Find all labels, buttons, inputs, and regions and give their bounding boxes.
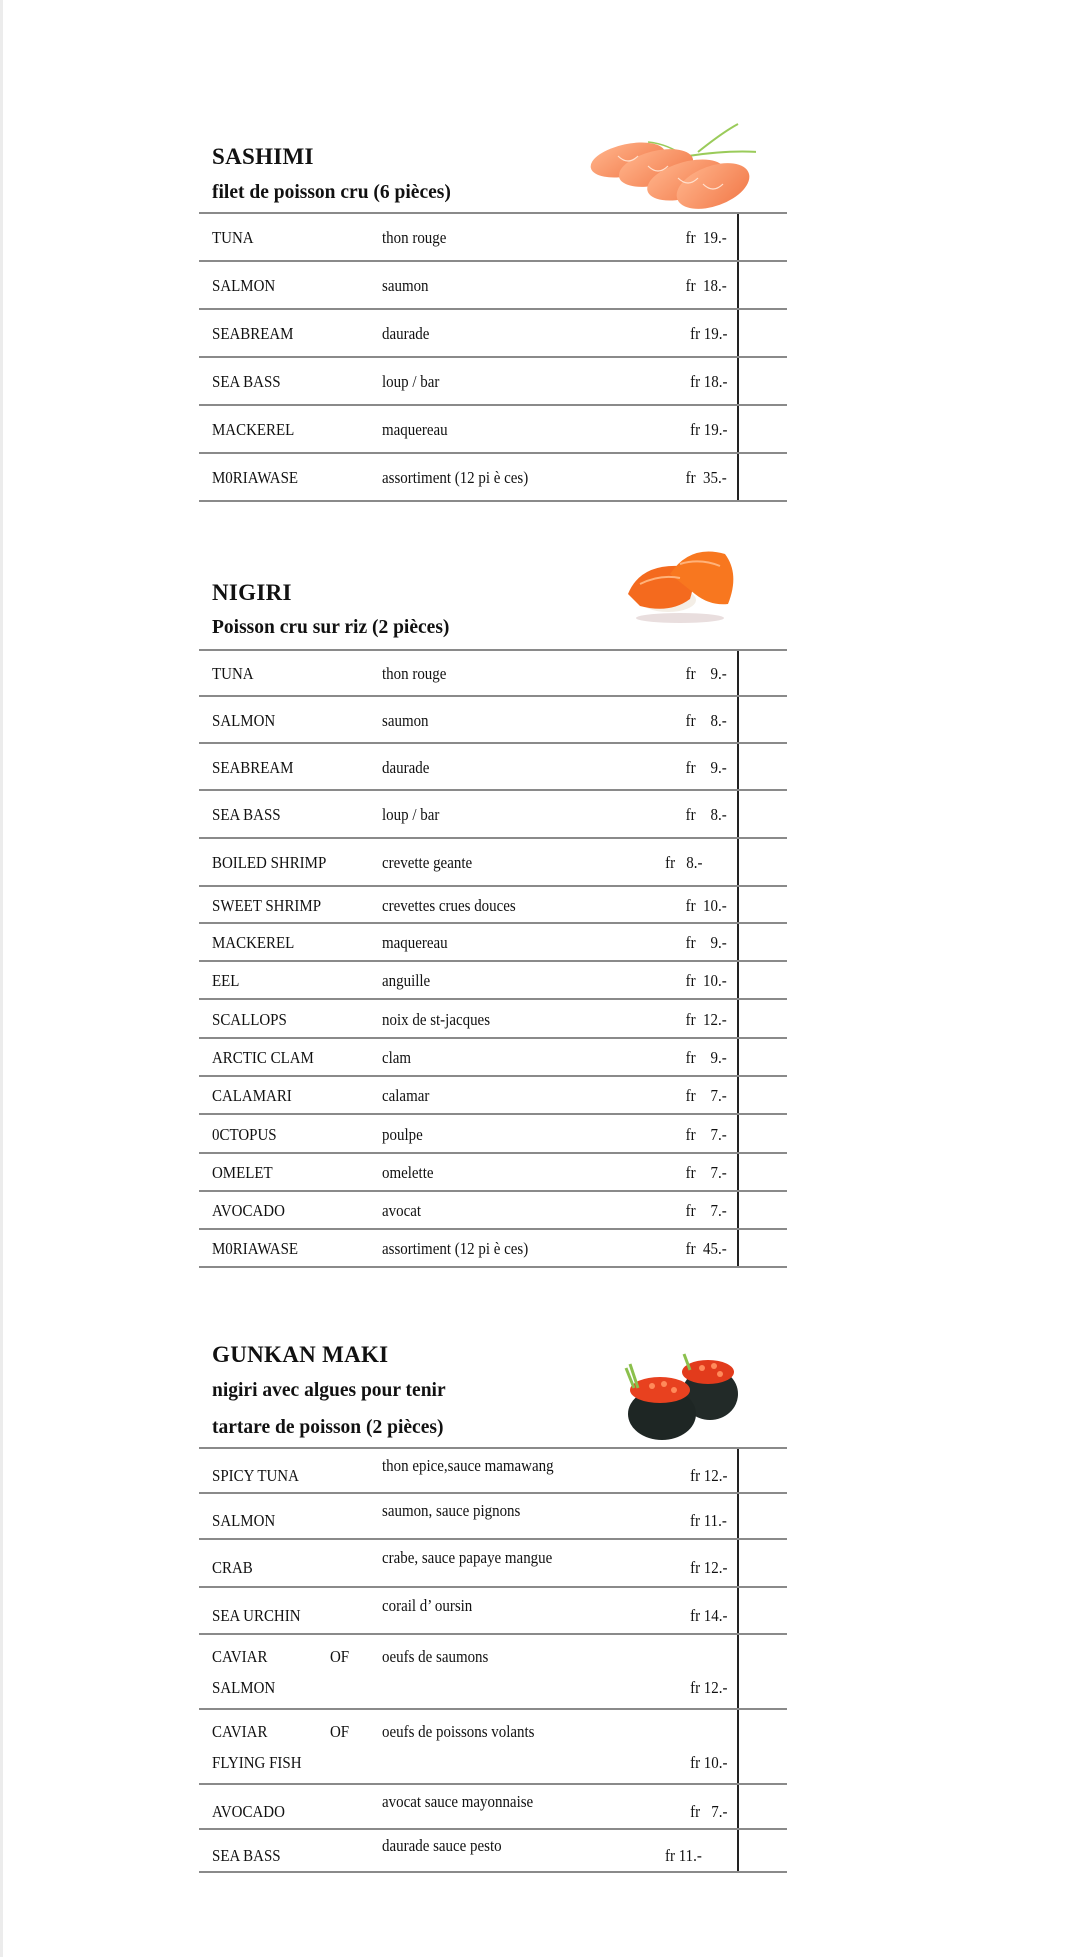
salmon-sashimi-image [588, 122, 756, 210]
menu-item-row [199, 1783, 787, 1828]
item-name: SEABREAM [212, 324, 294, 343]
item-price: fr 9.- [685, 1048, 727, 1067]
item-description: daurade [382, 324, 430, 343]
item-description: crabe, sauce papaye mangue [382, 1548, 553, 1567]
item-name: CAVIAR [212, 1646, 268, 1666]
item-name: CALAMARI [212, 1086, 292, 1105]
item-description: oeufs de saumons [382, 1646, 489, 1666]
menu-item-row [199, 1228, 787, 1268]
item-description: avocat [382, 1201, 422, 1220]
item-price: fr 14.- [689, 1605, 727, 1625]
item-name-of: OF [330, 1721, 350, 1741]
menu-item-row [199, 1447, 787, 1492]
menu-item-row [199, 1828, 787, 1873]
menu-item-row [199, 695, 787, 742]
item-description: saumon, sauce pignons [382, 1501, 521, 1520]
item-price: fr 10.- [685, 971, 727, 990]
item-name: 0CTOPUS [212, 1124, 277, 1144]
item-price: fr 8.- [664, 853, 702, 872]
item-description: thon epice,sauce mamawang [382, 1455, 554, 1475]
item-price: fr 8.- [685, 805, 727, 824]
item-name: SEA BASS [212, 1845, 281, 1865]
menu-item-row [199, 1538, 787, 1586]
item-price: fr 12.- [689, 1677, 727, 1697]
section-subtitle: nigiri avec algues pour tenir [212, 1380, 446, 1401]
item-name: SWEET SHRIMP [212, 895, 322, 915]
section-subtitle: Poisson cru sur riz (2 pièces) [212, 617, 450, 638]
item-price: fr 10.- [689, 1752, 727, 1772]
item-price: fr 35.- [685, 468, 727, 487]
item-name: M0RIAWASE [212, 468, 299, 487]
item-name: TUNA [212, 664, 254, 683]
item-price: fr 7.- [685, 1163, 727, 1182]
item-price: fr 19.- [685, 228, 727, 247]
item-price: fr 11.- [690, 1511, 727, 1530]
item-description: maquereau [382, 933, 448, 952]
item-name: SPICY TUNA [212, 1465, 299, 1485]
menu-item-row [199, 998, 787, 1037]
item-name: SEA URCHIN [212, 1605, 301, 1625]
item-price: fr 18.- [689, 372, 727, 391]
item-name: SEABREAM [212, 757, 294, 777]
item-name: CAVIAR [212, 1721, 268, 1741]
menu-item-row [199, 837, 787, 885]
item-name: ARCTIC CLAM [212, 1048, 314, 1067]
item-name: TUNA [212, 228, 254, 247]
item-description: maquereau [382, 420, 448, 439]
item-description: crevette geante [382, 853, 473, 872]
item-description: corail d’ oursin [382, 1595, 473, 1615]
item-description: daurade sauce pesto [382, 1835, 502, 1855]
item-price: fr 12.- [689, 1558, 727, 1577]
item-name: SALMON [212, 1511, 276, 1530]
item-price: fr 19.- [689, 324, 727, 343]
item-description: oeufs de poissons volants [382, 1721, 535, 1741]
item-name: EEL [212, 971, 240, 990]
menu-item-row [199, 260, 787, 308]
item-description: assortiment (12 pi è ces) [382, 468, 529, 487]
menu-item-row [199, 452, 787, 502]
item-description: loup / bar [382, 372, 440, 391]
menu-item-row [199, 1113, 787, 1152]
item-price: fr 12.- [685, 1009, 727, 1029]
item-price: fr 9.- [685, 757, 727, 777]
menu-item-row [199, 1190, 787, 1228]
item-description: saumon [382, 276, 429, 295]
menu-item-row [199, 789, 787, 837]
item-name: OMELET [212, 1163, 273, 1182]
menu-item-row [199, 212, 787, 260]
item-name-line2: FLYING FISH [212, 1752, 302, 1772]
item-name: AVOCADO [212, 1801, 285, 1821]
item-description: crevettes crues douces [382, 895, 516, 915]
menu-item-row [199, 960, 787, 998]
section-title: GUNKAN MAKI [212, 1342, 389, 1367]
item-description: anguille [382, 971, 431, 990]
menu-item-row [199, 1633, 787, 1708]
ikura-gunkan-image [612, 1348, 752, 1444]
item-name-line2: SALMON [212, 1677, 276, 1697]
item-price: fr 9.- [685, 933, 727, 952]
item-name: SALMON [212, 276, 276, 295]
item-description: assortiment (12 pi è ces) [382, 1239, 529, 1258]
item-description: daurade [382, 757, 430, 777]
item-name: BOILED SHRIMP [212, 853, 327, 872]
item-name: MACKEREL [212, 933, 295, 952]
item-description: loup / bar [382, 805, 440, 824]
item-name: SEA BASS [212, 372, 281, 391]
item-price: fr 12.- [689, 1465, 727, 1485]
item-price: fr 7.- [685, 1124, 727, 1144]
item-description: avocat sauce mayonnaise [382, 1791, 534, 1811]
item-description: saumon [382, 710, 429, 730]
item-description: poulpe [382, 1124, 423, 1144]
page-edge [0, 0, 3, 1957]
menu-item-row [199, 922, 787, 960]
item-name: SALMON [212, 710, 276, 730]
item-name-of: OF [330, 1646, 350, 1666]
menu-item-row [199, 1708, 787, 1783]
menu-item-row [199, 1152, 787, 1190]
item-description: thon rouge [382, 664, 447, 683]
item-price: fr 7.- [689, 1801, 727, 1821]
menu-item-row [199, 404, 787, 452]
item-name: MACKEREL [212, 420, 295, 439]
item-price: fr 10.- [685, 895, 727, 915]
item-description: calamar [382, 1086, 430, 1105]
item-name: M0RIAWASE [212, 1239, 299, 1258]
menu-item-row [199, 742, 787, 789]
menu-item-row [199, 356, 787, 404]
item-description: thon rouge [382, 228, 447, 247]
section-title: NIGIRI [212, 580, 292, 605]
item-price: fr 7.- [685, 1201, 727, 1220]
menu-item-row [199, 1492, 787, 1538]
item-description: clam [382, 1048, 412, 1067]
item-price: fr 45.- [685, 1239, 727, 1258]
section-subtitle: tartare de poisson (2 pièces) [212, 1417, 444, 1438]
item-price: fr 8.- [685, 710, 727, 730]
menu-item-row [199, 885, 787, 922]
item-price: fr 18.- [685, 276, 727, 295]
menu-item-row [199, 649, 787, 695]
item-name: CRAB [212, 1558, 253, 1577]
item-name: AVOCADO [212, 1201, 285, 1220]
menu-item-row [199, 1037, 787, 1075]
section-subtitle: filet de poisson cru (6 pièces) [212, 182, 451, 203]
item-price: fr 9.- [685, 664, 727, 683]
item-name: SCALLOPS [212, 1009, 287, 1029]
item-description: omelette [382, 1163, 434, 1182]
menu-item-row [199, 1075, 787, 1113]
item-price: fr 11.- [665, 1845, 702, 1865]
item-price: fr 7.- [685, 1086, 727, 1105]
section-title: SASHIMI [212, 144, 314, 169]
menu-item-row [199, 1586, 787, 1633]
salmon-nigiri-image [620, 544, 742, 624]
item-price: fr 19.- [689, 420, 727, 439]
menu-item-row [199, 308, 787, 356]
item-description: noix de st-jacques [382, 1009, 491, 1029]
item-name: SEA BASS [212, 805, 281, 824]
